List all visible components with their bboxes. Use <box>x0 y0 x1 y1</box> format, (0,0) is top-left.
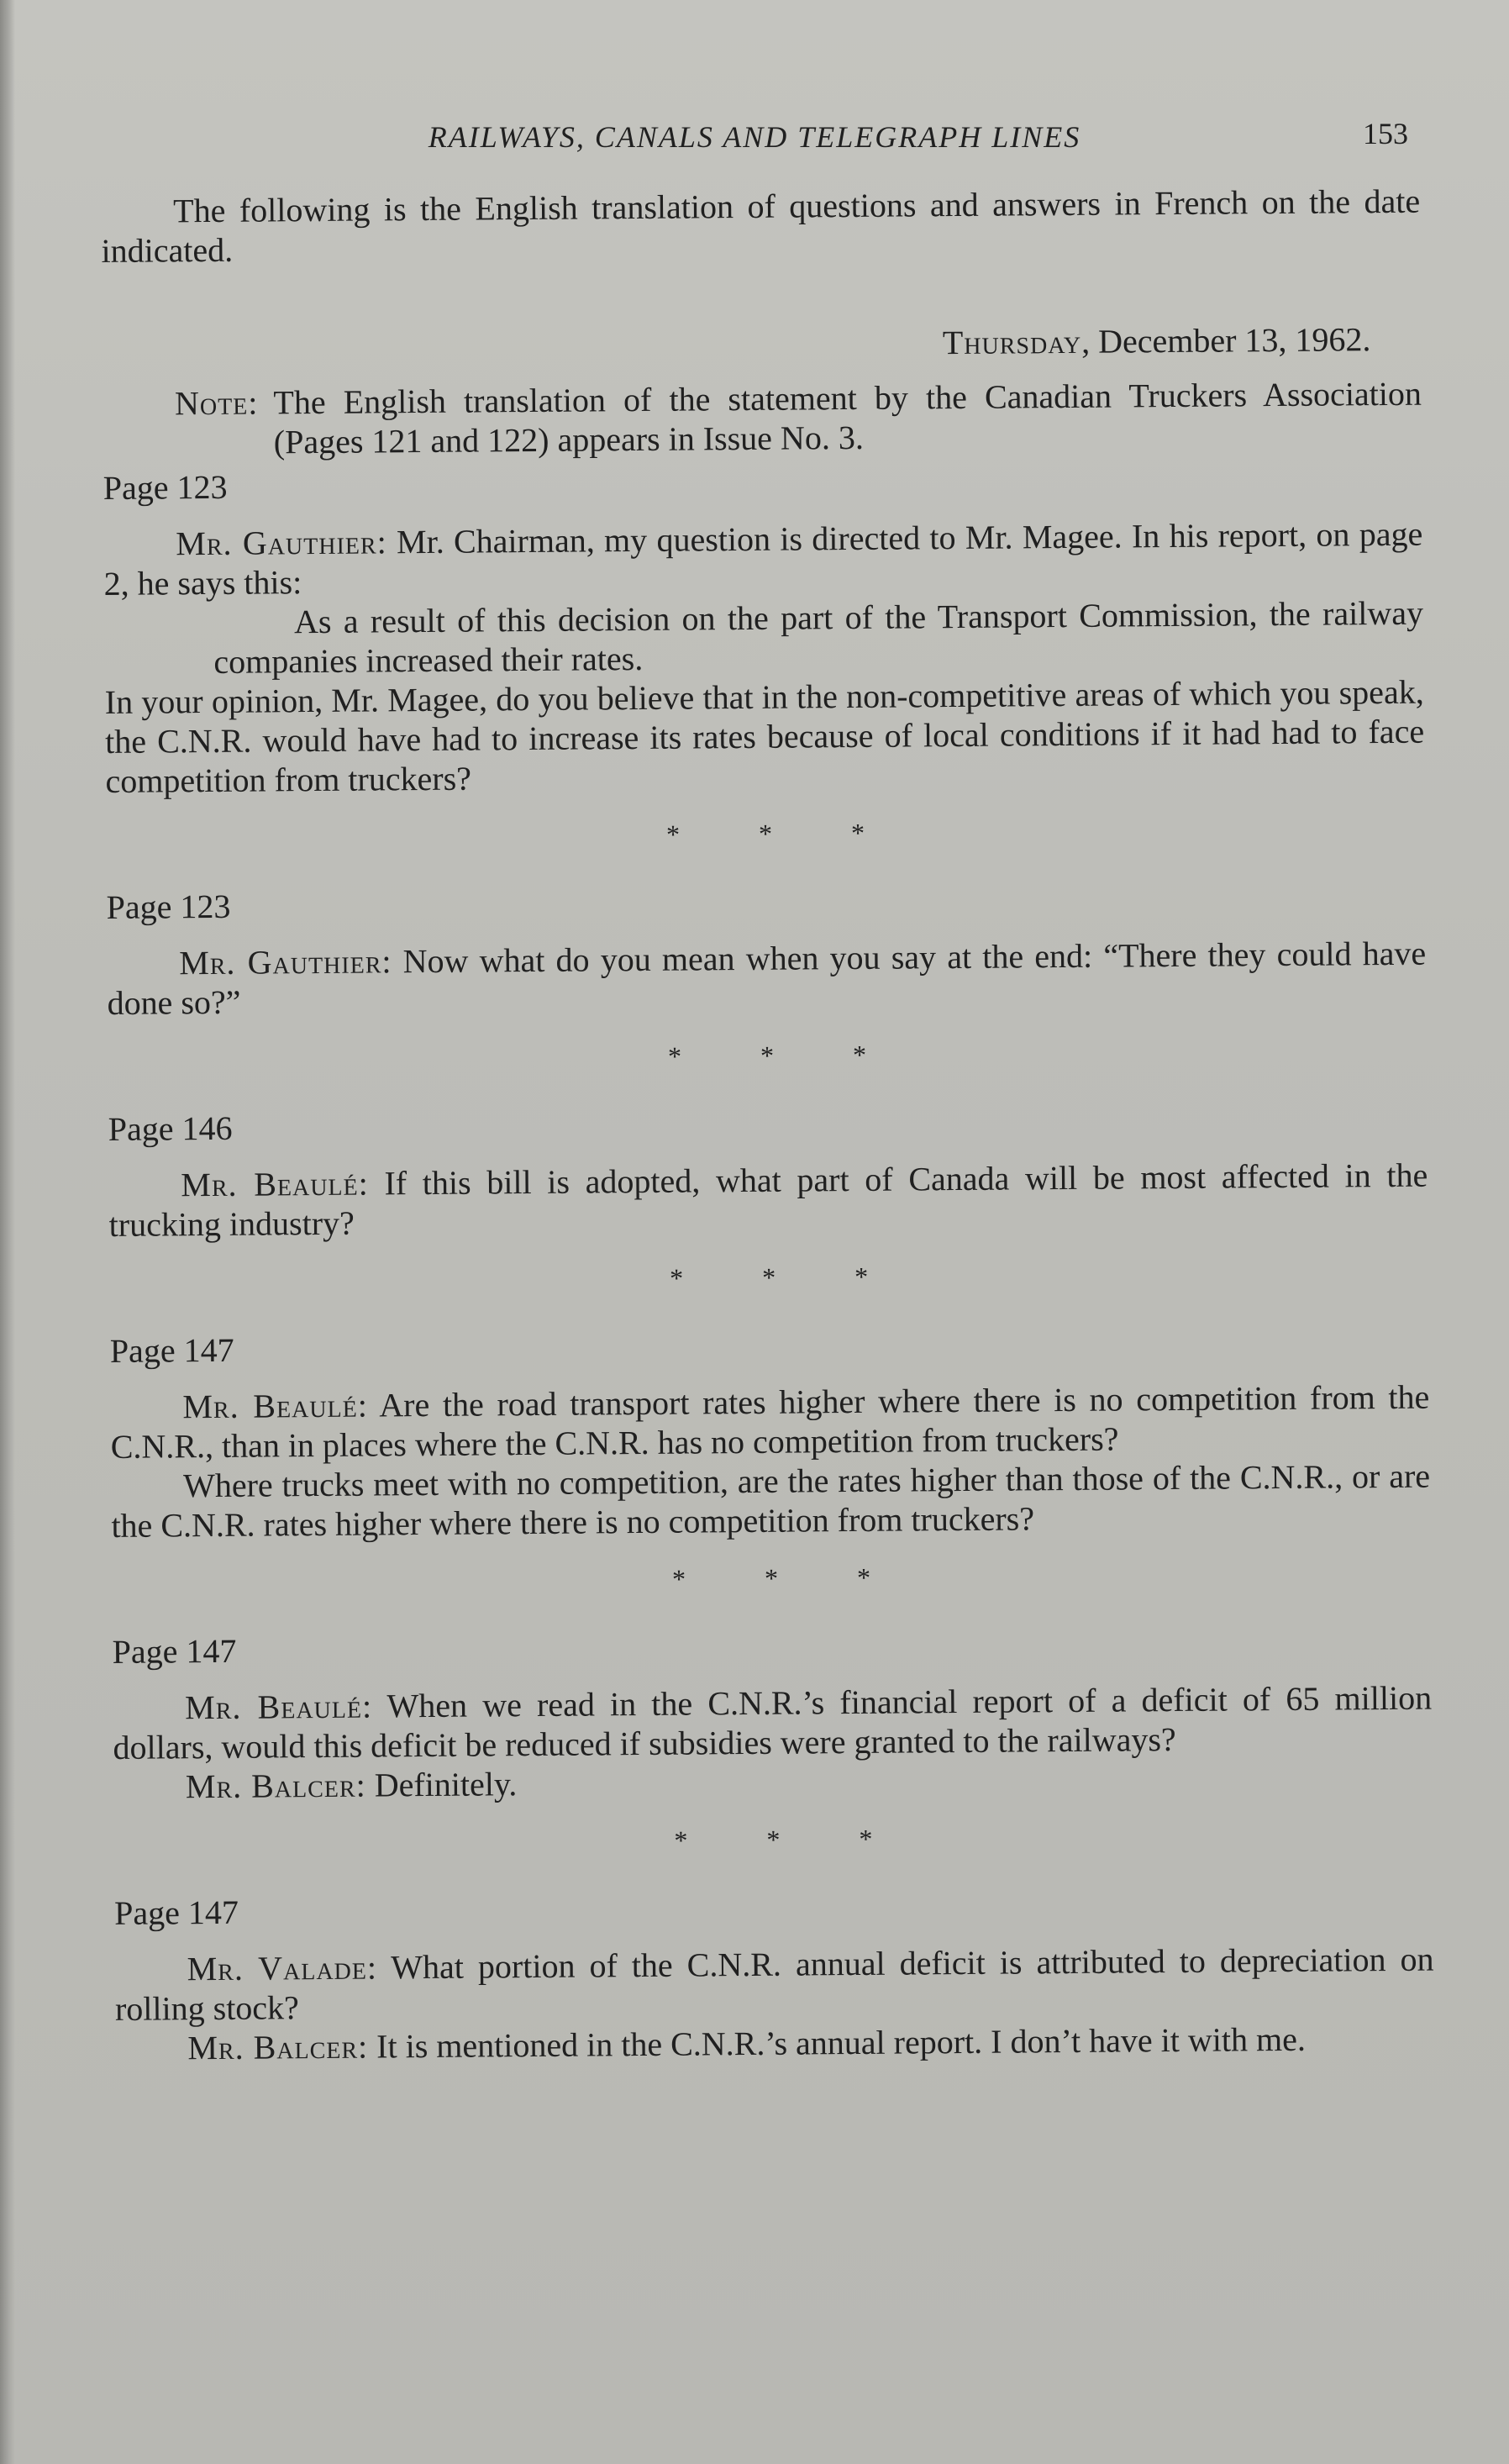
running-head: RAILWAYS, CANALS AND TELEGRAPH LINES <box>428 120 1081 154</box>
separator-star: * <box>665 819 681 850</box>
page-binding-edge <box>0 0 15 2464</box>
section-separator <box>112 1554 1431 1603</box>
page-reference: Page 147 <box>112 1631 237 1671</box>
page-header <box>101 118 1408 160</box>
question-text: Mr. Chairman, my question is directed to Mr. Magee. In his report, on page 2, he says this: <box>103 514 1423 603</box>
question-text: Now what do you mean when you say at the end: “There they could have done so?” <box>107 934 1427 1022</box>
separator-star: * <box>850 817 865 849</box>
page-number: 153 <box>1363 117 1408 150</box>
date-weekday: Thursday <box>942 322 1082 362</box>
question-text: Are the road transport rates higher where there is no competition from the C.N.R., than in places where the C.N.R. has no competition from truckers? <box>110 1377 1430 1466</box>
page-reference: Page 123 <box>106 887 231 926</box>
date-rest: , December 13, 1962. <box>1080 320 1371 361</box>
session-date <box>102 319 1421 369</box>
note-label: Note: <box>174 383 259 423</box>
speaker-name: Mr. Valade: <box>187 1948 378 1988</box>
speaker-name: Mr. Gauthier: <box>179 942 392 982</box>
question-text: If this bill is adopted, what part of Canada will be most affected in the trucking industry? <box>108 1156 1428 1244</box>
page-reference: Page 146 <box>108 1108 233 1148</box>
separator-star: * <box>760 1040 775 1071</box>
speaker-name: Mr. Balcer: <box>187 2027 369 2067</box>
intro-paragraph: The following is the English translation of questions and answers in French on the date indicated. <box>101 182 1421 270</box>
section-separator <box>108 1031 1427 1081</box>
speaker-name: Mr. Beaulé: <box>184 1687 373 1727</box>
separator-star: * <box>674 1824 688 1856</box>
page-reference: Page 147 <box>109 1330 234 1370</box>
separator-star: * <box>852 1039 867 1071</box>
speaker-name: Mr. Beaulé: <box>182 1386 369 1426</box>
note-text: The English translation of the statement by the Canadian Truckers Association (Pages 121 and 122) appears in Issue No. 3. <box>273 374 1422 461</box>
section-separator <box>109 1253 1428 1303</box>
separator-star: * <box>762 1261 776 1293</box>
separator-star: * <box>856 1561 871 1593</box>
separator-star: * <box>667 1040 682 1071</box>
question-paragraph <box>107 934 1427 1023</box>
speaker-name: Mr. Gauthier: <box>176 523 387 563</box>
separator-star: * <box>766 1824 781 1855</box>
speaker-name: Mr. Beaulé: <box>181 1164 369 1204</box>
question-paragraph <box>110 1377 1430 1466</box>
quoted-passage: As a result of this decision on the part of the Transport Commission, the railway companies increased their rates. <box>213 593 1424 681</box>
separator-star: * <box>671 1563 686 1594</box>
question-paragraph <box>114 1940 1434 2029</box>
question-continuation: In your opinion, Mr. Magee, do you believe that in the non-competitive areas of which you speak, the C.N.R. would have had to increase its rates because of local conditions if it had had to face competition from truckers? <box>104 672 1425 800</box>
section-separator <box>106 809 1425 859</box>
answer-text: It is mentioned in the C.N.R.’s annual report. I don’t have it with me. <box>367 2019 1307 2066</box>
speaker-name: Mr. Balcer: <box>185 1766 366 1806</box>
separator-star: * <box>764 1562 779 1593</box>
question-paragraph <box>108 1156 1428 1245</box>
question-text: What portion of the C.N.R. annual deficit is attributed to depreciation on rolling stock? <box>114 1940 1434 2028</box>
separator-star: * <box>859 1823 873 1854</box>
answer-text: Definitely. <box>365 1765 518 1804</box>
section-separator <box>113 1815 1433 1865</box>
question-paragraph <box>103 514 1423 603</box>
separator-star: * <box>670 1262 684 1293</box>
question-paragraph <box>113 1678 1433 1767</box>
question-continuation: Where trucks meet with no competition, are the rates higher than those of the C.N.R., or are the C.N.R. rates higher where there is no competition from truckers? <box>111 1456 1431 1545</box>
question-text: When we read in the C.N.R.’s financial report of a deficit of 65 million dollars, would this deficit be reduced if subsidies were granted to the railways? <box>113 1678 1433 1766</box>
translation-note <box>103 374 1422 463</box>
separator-star: * <box>854 1261 869 1292</box>
document-body <box>101 182 1434 2068</box>
page-reference: Page 123 <box>103 467 228 507</box>
separator-star: * <box>758 818 773 849</box>
page-reference: Page 147 <box>113 1893 239 1932</box>
